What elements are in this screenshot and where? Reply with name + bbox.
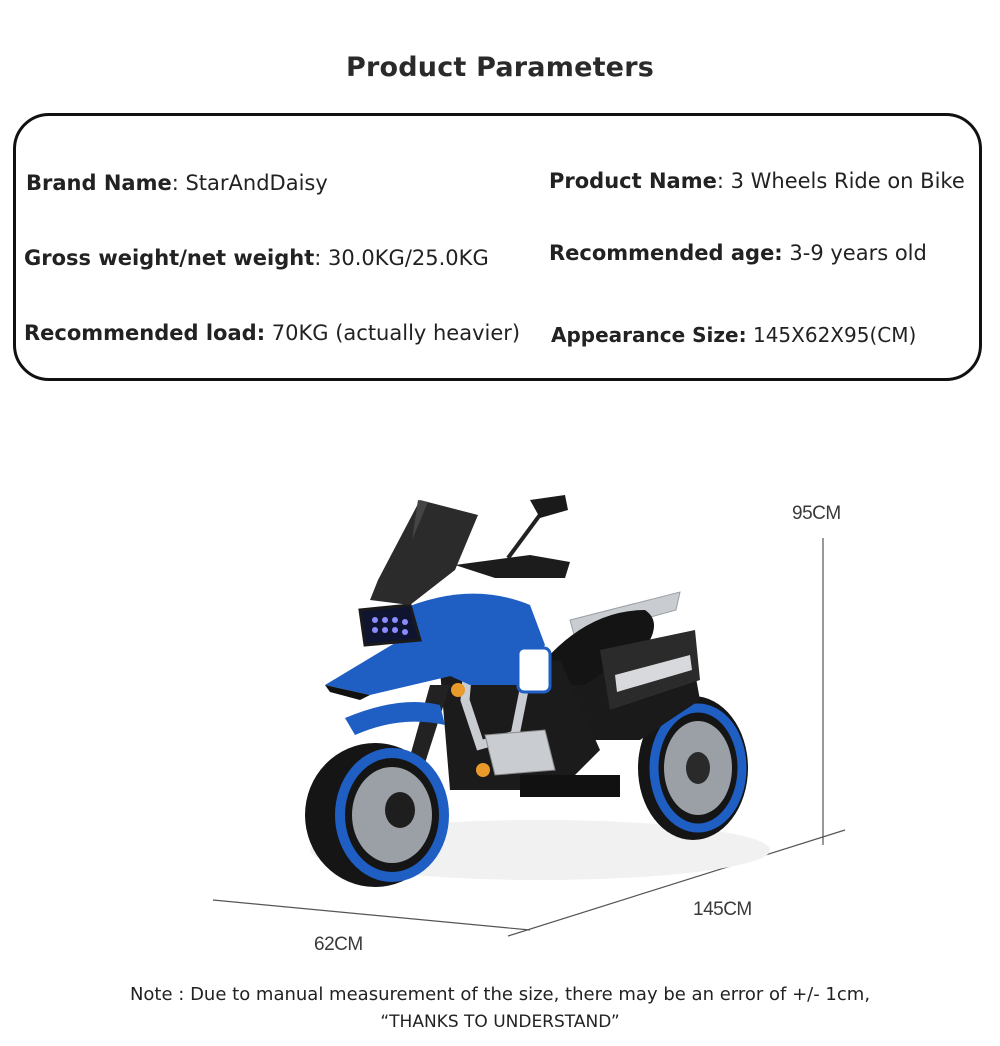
param-label: Product Name bbox=[549, 169, 717, 193]
thanks-note: “THANKS TO UNDERSTAND” bbox=[380, 1012, 620, 1032]
param-value: 145X62X95(CM) bbox=[746, 323, 917, 347]
param-label: Recommended load: bbox=[24, 321, 266, 345]
width-dimension-label: 62CM bbox=[314, 934, 363, 955]
param-value: : StarAndDaisy bbox=[171, 171, 328, 195]
mirror bbox=[530, 495, 568, 518]
turn-signal-side bbox=[476, 763, 490, 777]
param-product-name bbox=[549, 169, 965, 193]
footrest bbox=[520, 775, 620, 797]
tank-badge bbox=[518, 648, 550, 692]
param-age bbox=[549, 241, 927, 265]
width-dimension-line bbox=[213, 900, 530, 930]
param-brand bbox=[26, 171, 328, 195]
param-value: 70KG (actually heavier) bbox=[265, 321, 521, 345]
handlebar bbox=[455, 555, 570, 578]
param-value: : 3 Wheels Ride on Bike bbox=[716, 169, 965, 193]
param-label: Recommended age: bbox=[549, 241, 783, 265]
param-label: Appearance Size: bbox=[551, 323, 747, 347]
measurement-note: Note : Due to manual measurement of the size, there may be an error of +/- 1cm, bbox=[129, 984, 871, 1005]
param-label: Brand Name bbox=[26, 171, 172, 195]
length-dimension-label: 145CM bbox=[693, 899, 752, 920]
product-figure bbox=[0, 470, 1000, 970]
height-dimension-label: 95CM bbox=[792, 503, 841, 524]
windshield bbox=[370, 500, 478, 605]
engine-block bbox=[485, 730, 555, 775]
param-load bbox=[24, 321, 520, 345]
page-title: Product Parameters bbox=[346, 52, 654, 83]
param-size bbox=[551, 323, 916, 347]
param-value: : 30.0KG/25.0KG bbox=[314, 246, 489, 270]
param-value: 3-9 years old bbox=[782, 241, 927, 265]
front-wheel bbox=[305, 743, 445, 887]
turn-signal-front bbox=[451, 683, 465, 697]
headlight bbox=[360, 605, 420, 645]
param-weight bbox=[24, 246, 489, 270]
product-parameters-box bbox=[13, 113, 982, 381]
param-label: Gross weight/net weight bbox=[24, 246, 315, 270]
